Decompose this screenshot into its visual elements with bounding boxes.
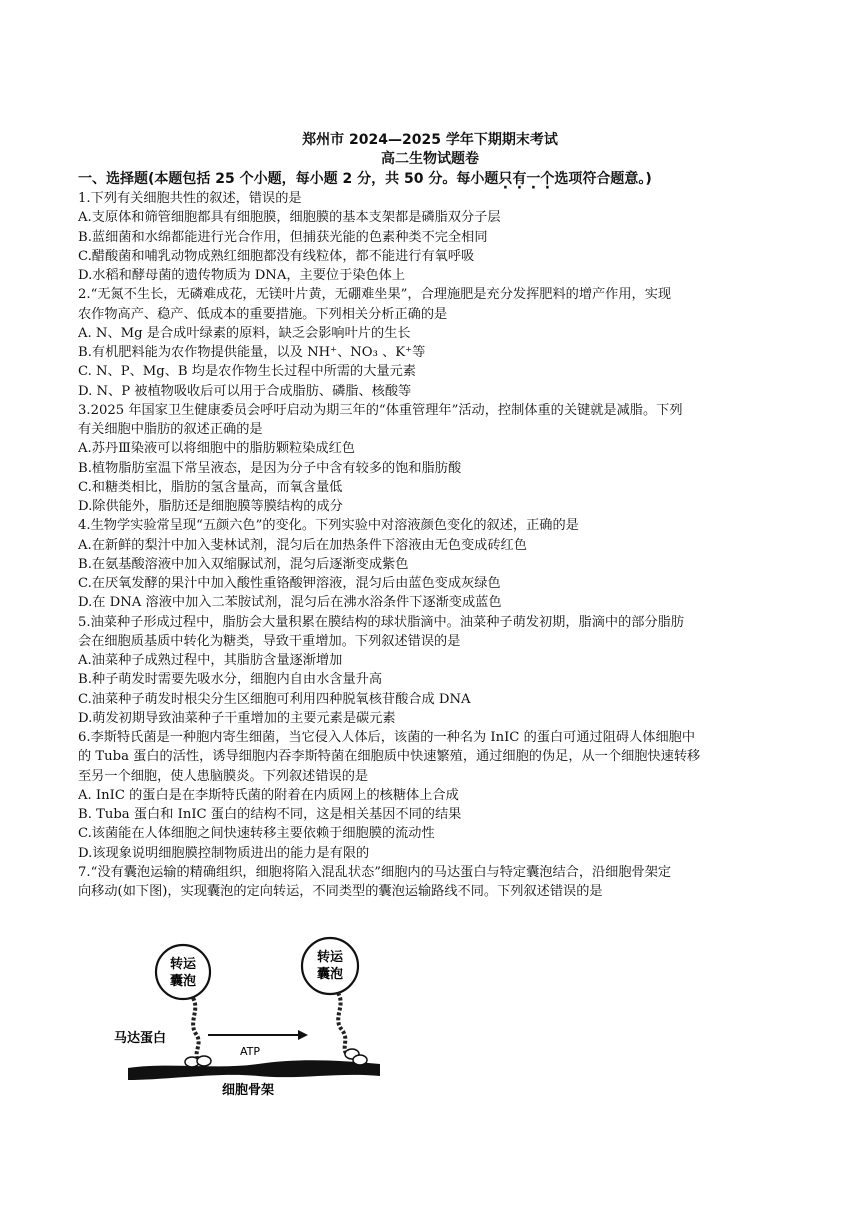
question-line: A. InIC 的蛋白是在李斯特氏菌的附着在内质网上的核糖体上合成 bbox=[78, 787, 459, 803]
question-line: A.在新鲜的梨汁中加入斐林试剂，混匀后在加热条件下溶液由无色变成砖红色 bbox=[78, 537, 527, 553]
question-line: B. Tuba 蛋白和 InIC 蛋白的结构不同，这是相关基因不同的结果 bbox=[78, 807, 462, 822]
question-line: D.该现象说明细胞膜控制物质进出的能力是有限的 bbox=[78, 845, 370, 861]
motor-protein-right-stalk bbox=[338, 993, 348, 1056]
exam-title: 郑州市 2024—2025 学年下期期末考试 bbox=[302, 132, 558, 148]
question-line: D.在 DNA 溶液中加入二苯胺试剂，混匀后在沸水浴条件下逐渐变成蓝色 bbox=[78, 595, 502, 611]
vesicle-right bbox=[302, 938, 358, 994]
question-line: B.种子萌发时需要先吸水分，细胞内自由水含量升高 bbox=[78, 672, 383, 688]
section-heading-start: 一、选择题(本题包括 25 个小题，每小题 2 分，共 50 分。每小题 bbox=[78, 171, 499, 187]
question-line: B.植物脂肪室温下常呈液态，是因为分子中含有较多的饱和脂肪酸 bbox=[78, 460, 462, 476]
emphasis-char: 一 bbox=[526, 171, 541, 187]
question-line: 农作物高产、稳产、低成本的重要措施。下列相关分析正确的是 bbox=[78, 306, 448, 322]
question-line: A.苏丹Ⅲ染液可以将细胞中的脂肪颗粒染成红色 bbox=[78, 441, 355, 457]
question-line: 向移动(如下图)，实现囊泡的定向转运，不同类型的囊泡运输路线不同。下列叙述错误的是 bbox=[78, 884, 603, 899]
emphasis-char: 有 bbox=[512, 171, 527, 187]
atp-label: ATP bbox=[239, 1045, 261, 1058]
atp-arrow-head bbox=[298, 1030, 308, 1040]
motor-protein-label: 马达蛋白 bbox=[114, 1031, 167, 1046]
exam-subtitle: 高二生物试题卷 bbox=[381, 151, 479, 167]
question-body bbox=[78, 189, 781, 901]
vesicle-right-label: 囊泡 bbox=[316, 967, 344, 982]
vesicle-transport-figure bbox=[108, 930, 388, 1098]
question-line: 会在细胞质基质中转化为糖类，导致干重增加。下列叙述错误的是 bbox=[78, 633, 461, 649]
question-line: 4.生物学实验常呈现“五颜六色”的变化。下列实验中对溶液颜色变化的叙述，正确的是 bbox=[78, 518, 579, 534]
cytoskeleton-label: 细胞骨架 bbox=[221, 1083, 275, 1098]
vesicle-left-label: 转运 bbox=[169, 957, 197, 972]
motor-protein-right-foot bbox=[353, 1055, 367, 1065]
question-line: D. N、P 被植物吸收后可以用于合成脂肪、磷脂、核酸等 bbox=[78, 383, 412, 399]
question-line: 至另一个细胞，使人患脑膜炎。下列叙述错误的是 bbox=[78, 768, 369, 784]
question-line: C.油菜种子萌发时根尖分生区细胞可利用四种脱氧核苷酸合成 DNA bbox=[78, 691, 471, 707]
question-line: D.除供能外，脂肪还是细胞膜等膜结构的成分 bbox=[78, 499, 343, 514]
vesicle-left bbox=[156, 945, 210, 999]
question-line: A. N、Mg 是合成叶绿素的原料，缺乏会影响叶片的生长 bbox=[78, 325, 411, 341]
cytoskeleton-track bbox=[128, 1060, 380, 1080]
section-heading-end: 选项符合题意。) bbox=[554, 171, 652, 187]
question-line: D.水稻和酵母菌的遗传物质为 DNA，主要位于染色体上 bbox=[78, 268, 406, 283]
question-line: 的 Tuba 蛋白的活性，诱导细胞内吞李斯特菌在细胞质中快速繁殖，通过细胞的伪足，从一个细胞快速转移 bbox=[78, 749, 701, 765]
question-line: B.在氨基酸溶液中加入双缩脲试剂，混匀后逐渐变成紫色 bbox=[78, 556, 409, 572]
question-line: A.油菜种子成熟过程中，其脂肪含量逐渐增加 bbox=[78, 653, 343, 668]
question-line: 有关细胞中脂肪的叙述正确的是 bbox=[78, 422, 263, 437]
emphasis-char: 个 bbox=[540, 171, 555, 187]
question-line: D.萌发初期导致油菜种子干重增加的主要元素是碳元素 bbox=[78, 710, 396, 726]
motor-protein-left-stalk bbox=[193, 998, 199, 1060]
question-line: 5.油菜种子形成过程中，脂肪会大量积累在膜结构的球状脂滴中。油菜种子萌发初期，脂滴中的部分脂肪 bbox=[78, 614, 685, 630]
motor-protein-left-foot bbox=[197, 1056, 211, 1066]
question-line: C.该菌能在人体细胞之间快速转移主要依赖于细胞膜的流动性 bbox=[78, 826, 435, 842]
question-line: C.在厌氧发酵的果汁中加入酸性重铬酸钾溶液，混匀后由蓝色变成灰绿色 bbox=[78, 576, 501, 591]
question-line: C. N、P、Mg、B 均是农作物生长过程中所需的大量元素 bbox=[78, 364, 416, 380]
question-line: B.蓝细菌和水绵都能进行光合作用，但捕获光能的色素种类不完全相同 bbox=[78, 229, 488, 245]
question-line: C.和糖类相比，脂肪的氢含量高，而氧含量低 bbox=[78, 479, 343, 495]
question-line: 1.下列有关细胞共性的叙述，错误的是 bbox=[78, 191, 302, 206]
question-line: 2.“无氮不生长，无磷难成花，无镁叶片黄，无硼难坐果”，合理施肥是充分发挥肥料的增产作用，实现 bbox=[78, 287, 672, 303]
question-line: 3.2025 年国家卫生健康委员会呼吁启动为期三年的“体重管理年”活动，控制体重的关键就是减脂。下列 bbox=[78, 402, 683, 418]
question-line: C.醋酸菌和哺乳动物成熟红细胞都没有线粒体，都不能进行有氧呼吸 bbox=[78, 248, 475, 264]
question-line: B.有机肥料能为农作物提供能量，以及 NH⁺、NO₃ 、K⁺等 bbox=[78, 345, 426, 360]
vesicle-right-label: 转运 bbox=[316, 950, 344, 965]
section-heading bbox=[78, 168, 798, 188]
question-line: A.支原体和筛管细胞都具有细胞膜，细胞膜的基本支架都是磷脂双分子层 bbox=[78, 210, 501, 226]
question-line: 6.李斯特氏菌是一种胞内寄生细菌，当它侵入人体后，该菌的一种名为 InIC 的蛋白可通过阻碍人体细胞中 bbox=[78, 730, 696, 745]
question-line: 7.“没有囊泡运输的精确组织，细胞将陷入混乱状态”细胞内的马达蛋白与特定囊泡结合，沿细胞骨架定 bbox=[78, 864, 672, 880]
emphasis-char: 只 bbox=[498, 171, 513, 187]
vesicle-left-label: 囊泡 bbox=[169, 974, 197, 989]
